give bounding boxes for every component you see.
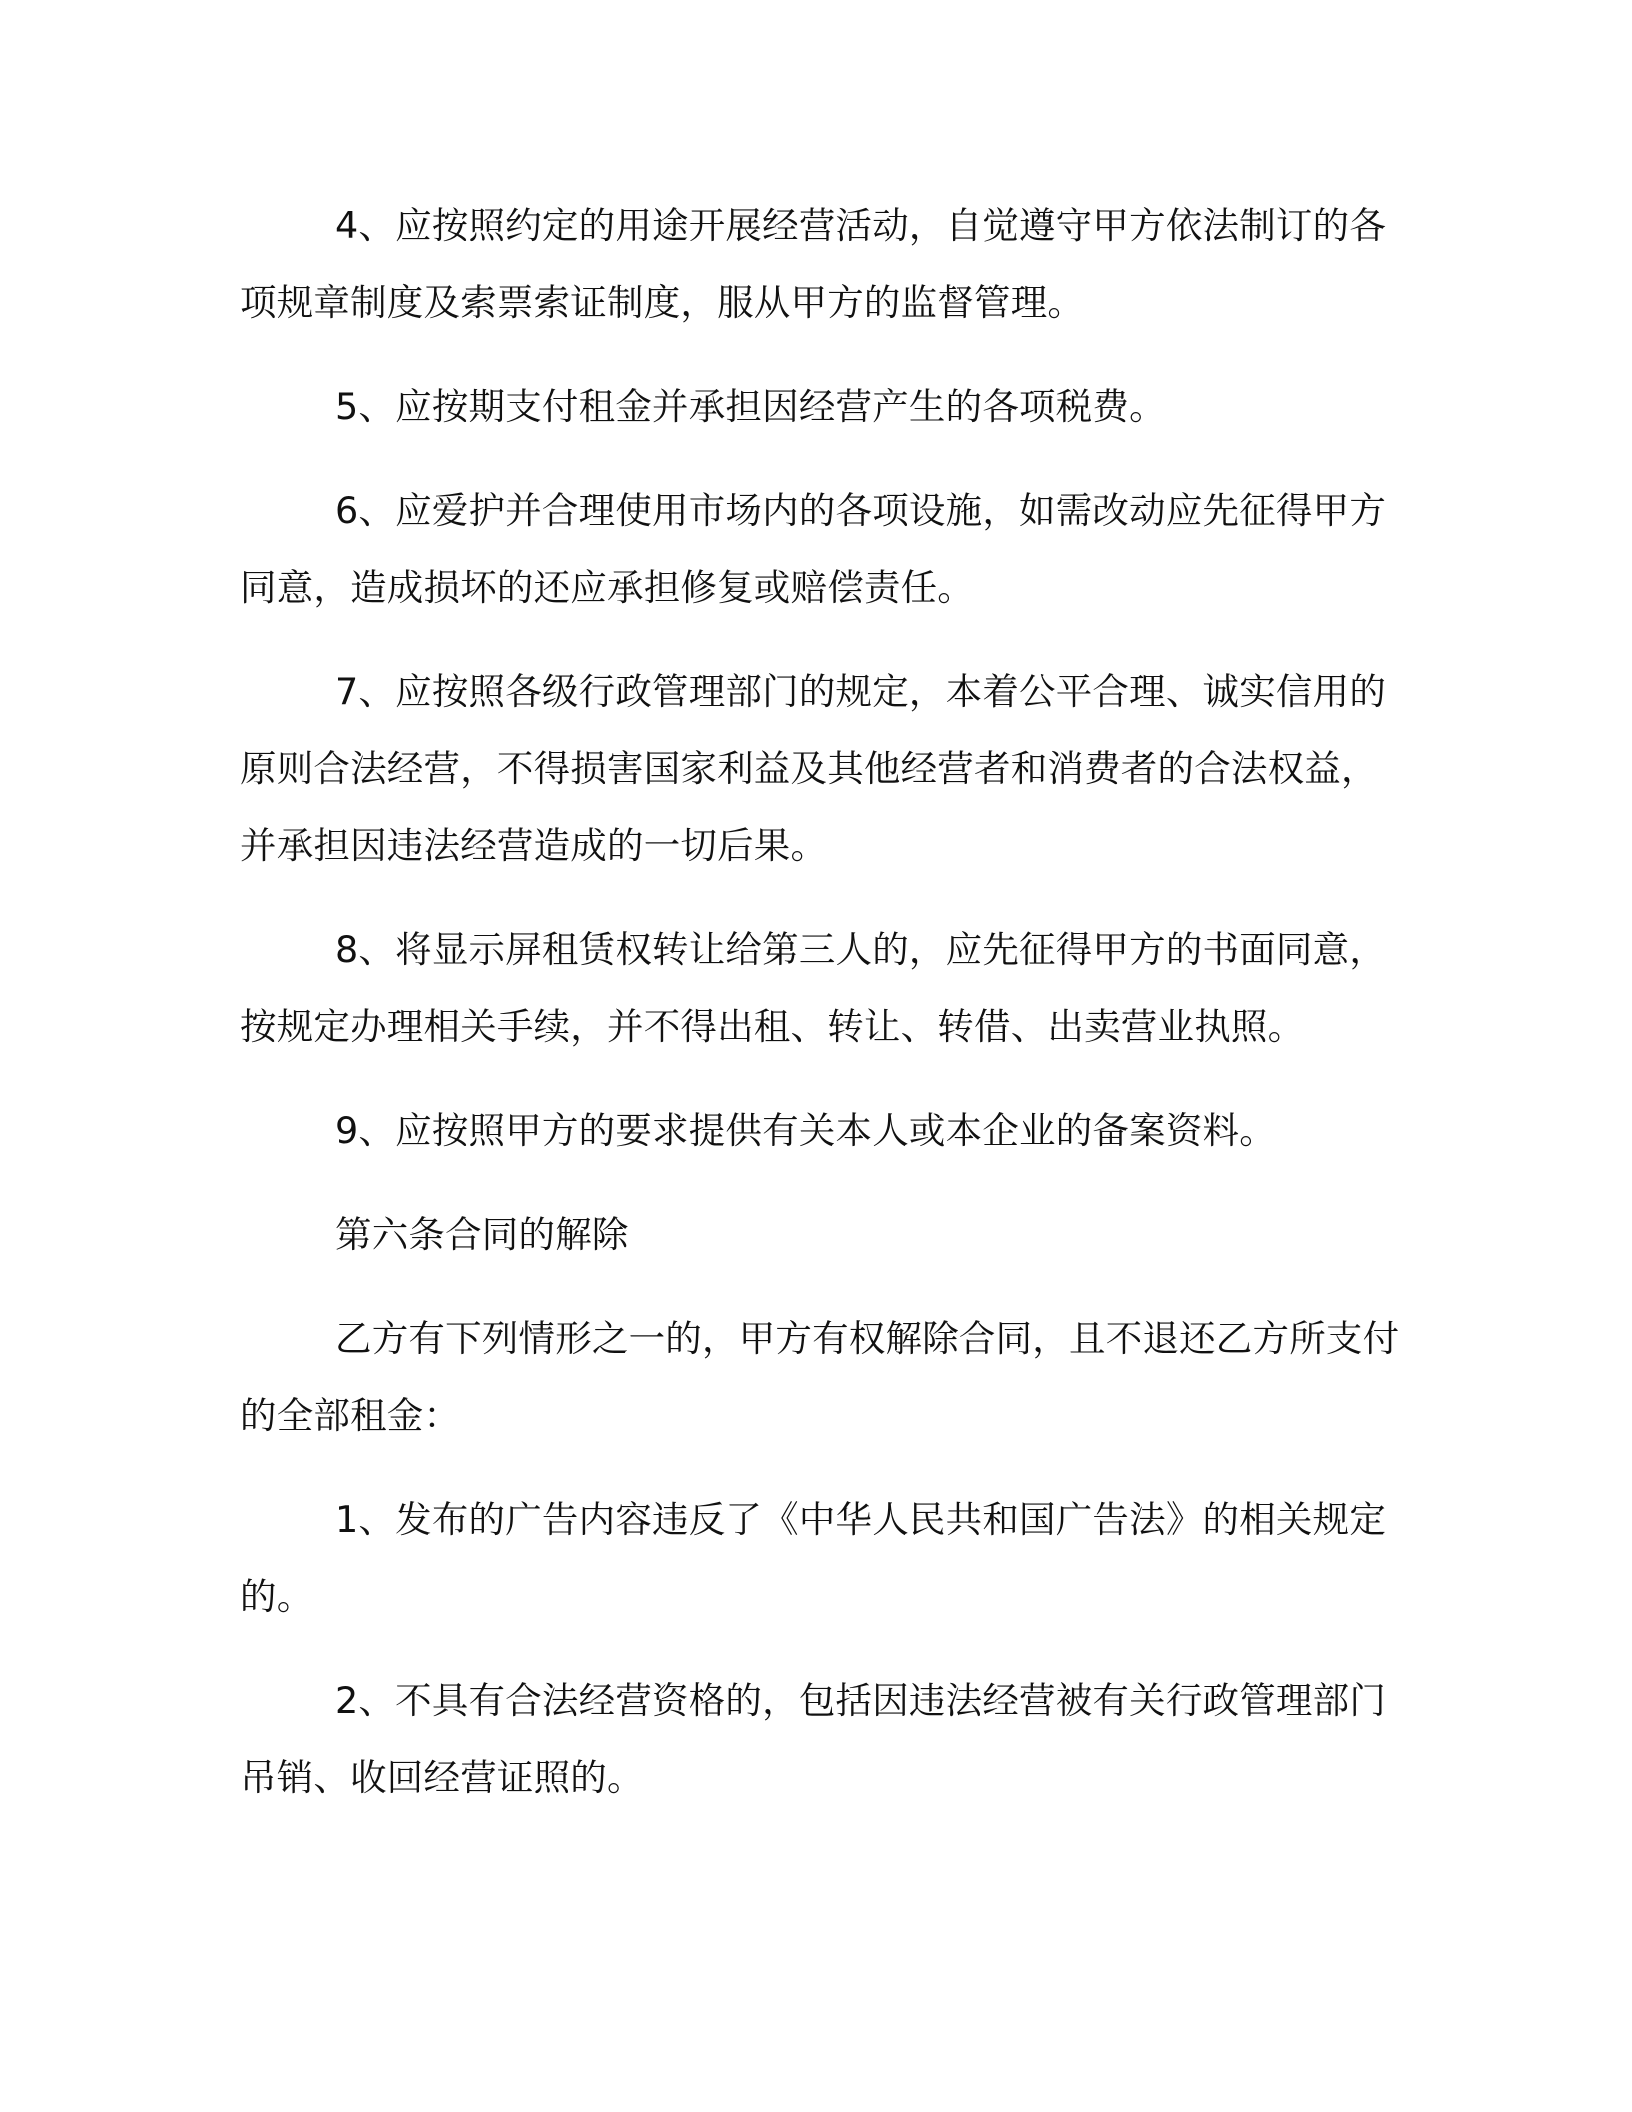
paragraph-clause-6: 6、应爱护并合理使用市场内的各项设施，如需改动应先征得甲方同意，造成损坏的还应承担修复或赔偿责任。 (240, 489, 1387, 609)
paragraph-clause-9: 9、应按照甲方的要求提供有关本人或本企业的备案资料。 (335, 1109, 1276, 1152)
paragraph-clause-4: 4、应按照约定的用途开展经营活动，自觉遵守甲方依法制订的各项规章制度及索票索证制度，服从甲方的监督管理。 (240, 204, 1387, 324)
paragraph-clause-5: 5、应按期支付租金并承担因经营产生的各项税费。 (335, 385, 1166, 428)
paragraph-clause-8: 8、将显示屏租赁权转让给第三人的，应先征得甲方的书面同意，按规定办理相关手续，并不得出租、转让、转借、出卖营业执照。 (240, 928, 1387, 1048)
paragraph-termination-intro: 乙方有下列情形之一的，甲方有权解除合同，且不退还乙方所支付的全部租金： (240, 1317, 1400, 1437)
paragraph-termination-2: 2、不具有合法经营资格的，包括因违法经营被有关行政管理部门吊销、收回经营证照的。 (240, 1679, 1387, 1799)
section-heading: 第六条合同的解除 (335, 1213, 629, 1256)
document-body (240, 187, 1400, 1843)
paragraph-clause-7: 7、应按照各级行政管理部门的规定，本着公平合理、诚实信用的原则合法经营，不得损害国家利益及其他经营者和消费者的合法权益，并承担因违法经营造成的一切后果。 (240, 670, 1387, 867)
paragraph-termination-1: 1、发布的广告内容违反了《中华人民共和国广告法》的相关规定的。 (240, 1498, 1387, 1618)
